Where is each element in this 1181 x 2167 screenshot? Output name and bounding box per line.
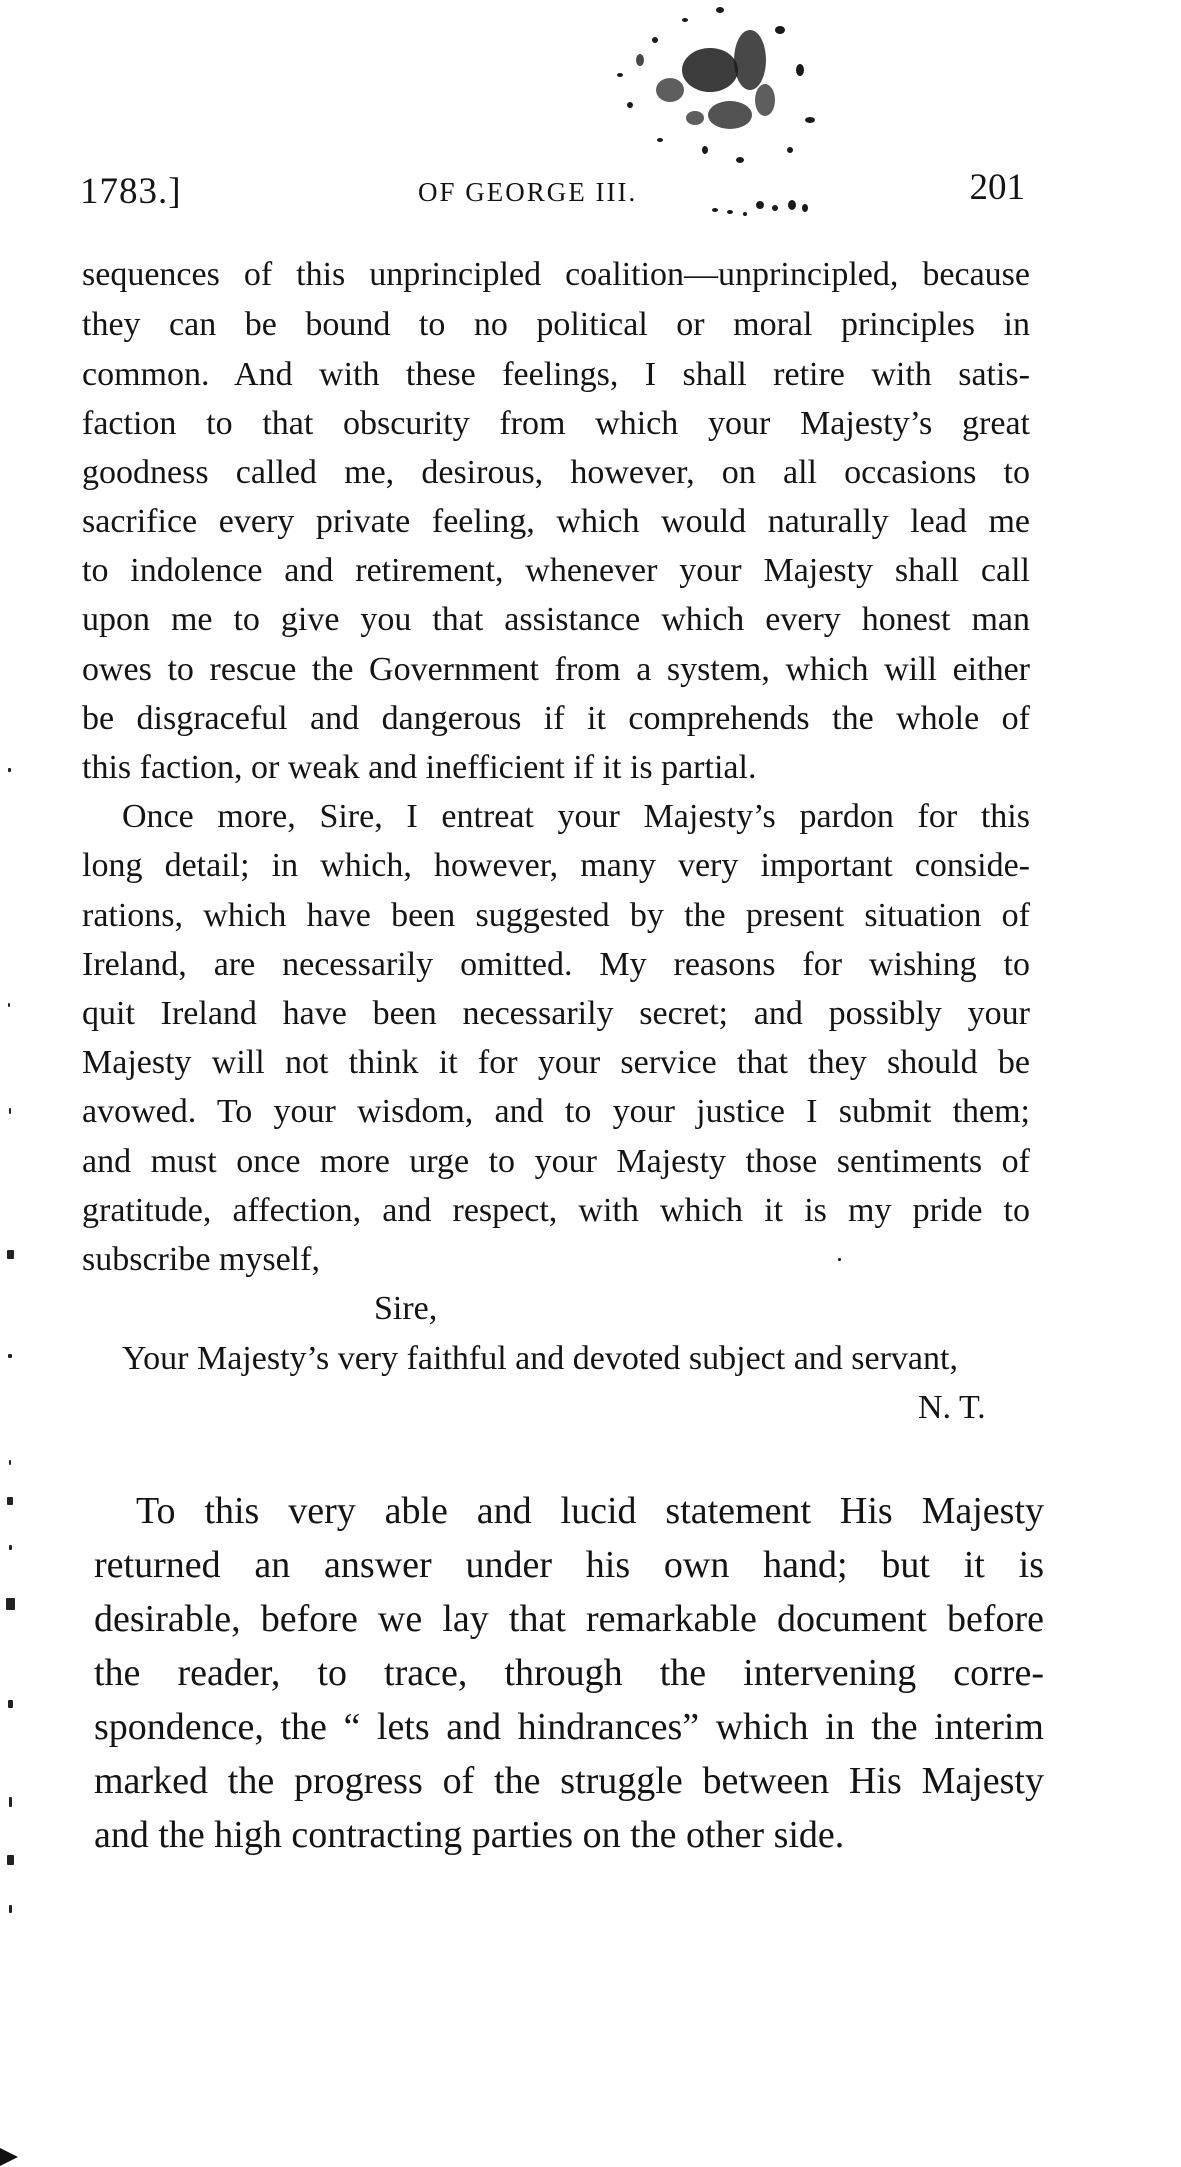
header-year: 1783.] (80, 171, 182, 212)
text-line: returned an answer under his own hand; but it is (94, 1544, 1044, 1586)
scan-speck (9, 1797, 12, 1807)
text-line: this faction, or weak and inefficient if it is partial. (82, 749, 757, 786)
scan-speck (8, 1700, 13, 1708)
scan-speck (9, 1905, 12, 1913)
scan-speck (6, 1598, 15, 1610)
text-line: and the high contracting parties on the other side. (94, 1814, 845, 1856)
signature: N. T. (918, 1389, 986, 1426)
text-line: sequences of this unprincipled coalition—unprincipled, because (82, 256, 1030, 293)
text-line: subscribe myself, (82, 1241, 320, 1278)
running-header (80, 160, 1030, 220)
text-line: quit Ireland have been necessarily secret; and possibly your (82, 995, 1030, 1032)
text-line: Once more, Sire, I entreat your Majesty’s pardon for this (122, 798, 1030, 835)
text-line: be disgraceful and dangerous if it comprehends the whole of (82, 700, 1030, 737)
subscription: Your Majesty’s very faithful and devoted subject and servant, (122, 1340, 958, 1377)
text-line: owes to rescue the Government from a system, which will either (82, 651, 1030, 688)
page-edge-mark (0, 2148, 18, 2166)
text-line: upon me to give you that assistance which every honest man (82, 601, 1030, 638)
text-line: marked the progress of the struggle between His Majesty (94, 1760, 1044, 1802)
text-line: Majesty will not think it for your service that they should be (82, 1044, 1030, 1081)
text-line: To this very able and lucid statement His Majesty (136, 1490, 1044, 1532)
page-number: 201 (969, 167, 1025, 208)
text-line: to indolence and retirement, whenever your Majesty shall call (82, 552, 1030, 589)
text-line: Ireland, are necessarily omitted. My reasons for wishing to (82, 946, 1030, 983)
text-line: avowed. To your wisdom, and to your justice I submit them; (82, 1093, 1030, 1130)
scan-speck (9, 1460, 11, 1465)
text-line: common. And with these feelings, I shall retire with satis- (82, 356, 1030, 393)
salutation: Sire, (374, 1290, 438, 1327)
text-line: rations, which have been suggested by the present situation of (82, 897, 1030, 934)
scan-speck (838, 1258, 841, 1261)
text-line: the reader, to trace, through the intervening corre- (94, 1652, 1044, 1694)
text-line: long detail; in which, however, many very important conside- (82, 847, 1030, 884)
scan-speck (8, 1003, 10, 1007)
scan-speck (7, 1250, 14, 1259)
text-line: sacrifice every private feeling, which would naturally lead me (82, 503, 1030, 540)
text-line: faction to that obscurity from which your Majesty’s great (82, 405, 1030, 442)
text-line: and must once more urge to your Majesty those sentiments of (82, 1143, 1030, 1180)
scan-speck (8, 768, 11, 772)
text-line: desirable, before we lay that remarkable document before (94, 1598, 1044, 1640)
running-title: OF GEORGE III. (418, 177, 638, 207)
text-line: goodness called me, desirous, however, on all occasions to (82, 454, 1030, 491)
scan-speck (9, 1108, 11, 1114)
scan-speck (7, 1497, 13, 1505)
text-line: gratitude, affection, and respect, with which it is my pride to (82, 1192, 1030, 1229)
scan-speck (7, 1855, 14, 1865)
scan-speck (9, 1545, 12, 1550)
text-line: they can be bound to no political or moral principles in (82, 306, 1030, 343)
text-line: spondence, the “ lets and hindrances” which in the interim (94, 1706, 1044, 1748)
scan-speck (8, 1354, 12, 1358)
